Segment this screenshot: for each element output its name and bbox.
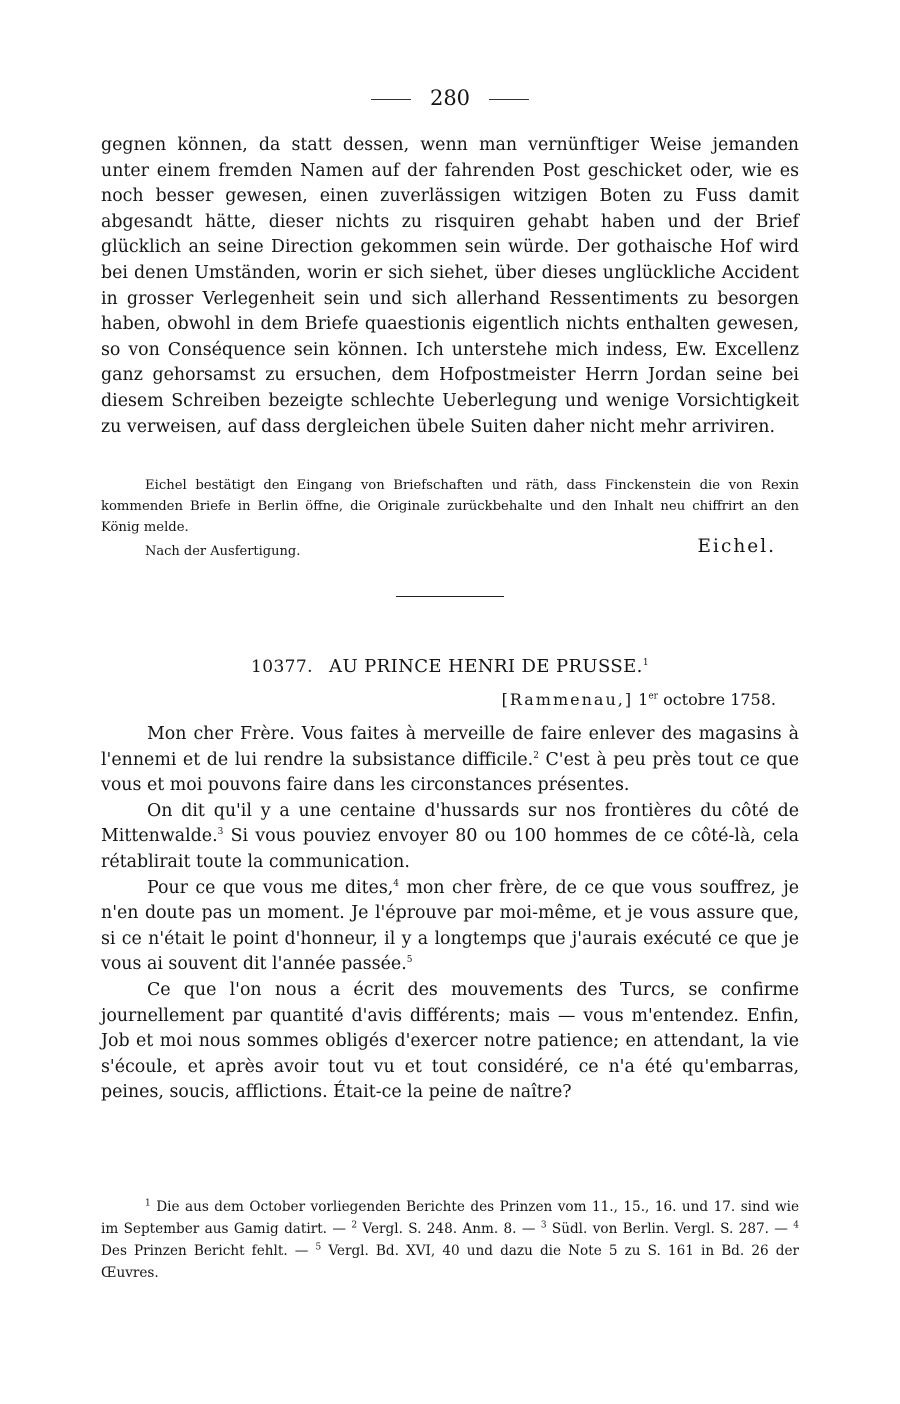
footnote-5: Vergl. Bd. XVI, 40 und dazu die Note 5 zu S. 161 in Bd. 26 der Œuvres. bbox=[101, 1243, 799, 1281]
letter-paragraph-3-text-b: mon cher frère, de ce que vous souffrez, je n'en doute pas un moment. Je l'éprouve par moi-même, et je vous assure que, si ce n'était le point d'honneur, il y a longtemps que j'aurais exécuté ce que je vous ai souvent dit l'année passée. bbox=[101, 877, 799, 975]
footnotes bbox=[101, 1196, 799, 1284]
footnote-mark-5: 5 bbox=[315, 1242, 322, 1253]
letter-paragraph-2-text-b: Si vous pouviez envoyer 80 ou 100 hommes de ce côté-là, cela rétablirait toute la communication. bbox=[101, 826, 799, 872]
footnote-ref-2: 2 bbox=[533, 750, 539, 761]
dateline bbox=[502, 690, 776, 709]
letter-paragraph-2-text-a: On dit qu'il y a une centaine d'hussards sur nos frontières du côté de Mittenwalde. bbox=[101, 800, 799, 847]
continuation-paragraph: gegnen können, da statt dessen, wenn man vernünftiger Weise jemanden unter einem fremden Namen auf der fahrenden Post geschicket oder, wie es noch besser gewesen, einen zuverlässigen witzigen Boten zu Fuss damit abgesandt hätte, dieser nichts zu risquiren gehabt haben und der Brief glücklich an seine Direction gekommen sein würde. Der gothaische Hof wird bei denen Umständen, worin er sich siehet, über dieses unglückliche Accident in grosser Verlegenheit sein und sich allerhand Ressentiments zu besorgen haben, obwohl in dem Briefe quaestionis eigentlich nichts enthalten gewesen, so von Conséquence sein können. Ich unterstehe mich indess, Ew. Excellenz ganz gehorsamst zu ersuchen, dem Hofpostmeister Herrn Jordan seine bei diesem Schreiben bezeigte schlechte Ueberlegung und wenige Vorsichtigkeit zu verweisen, auf dass dergleichen übele Suiten daher nicht mehr arriviren. bbox=[101, 135, 799, 437]
dateline-day-suffix: er bbox=[648, 691, 658, 702]
letter-paragraph-3 bbox=[101, 876, 799, 978]
section-divider bbox=[396, 596, 504, 597]
continuation-body bbox=[101, 133, 799, 440]
letter-paragraph-1-text-a: Mon cher Frère. Vous faites à merveille de faire enlever des magasins à l'ennemi et de lui rendre la subsistance difficile. bbox=[101, 724, 799, 770]
footnote-ref-4: 4 bbox=[393, 878, 400, 889]
header-rule-left bbox=[371, 99, 411, 100]
footnote-ref-5: 5 bbox=[406, 955, 413, 966]
dateline-rest: octobre 1758. bbox=[658, 690, 776, 709]
letter-body bbox=[101, 722, 799, 1106]
footnote-mark-2: 2 bbox=[351, 1220, 358, 1231]
footnote-1: Die aus dem October vorliegenden Berichte des Prinzen vom 11., 15., 16. und 17. sind wie im September aus Gamig datirt. — bbox=[101, 1199, 799, 1237]
footnote-mark-1: 1 bbox=[145, 1198, 151, 1209]
letter-heading bbox=[0, 656, 900, 677]
footnote-ref-3: 3 bbox=[217, 827, 224, 838]
letter-number: 10377. bbox=[251, 657, 313, 677]
dateline-place: [Rammenau,] bbox=[501, 690, 634, 709]
footnote-3: Südl. von Berlin. Vergl. S. 287. — bbox=[546, 1221, 794, 1237]
letter-paragraph-3-text-a: Pour ce que vous me dites, bbox=[147, 877, 394, 898]
dateline-day: 1 bbox=[638, 690, 649, 709]
source-note: Nach der Ausfertigung. bbox=[145, 544, 301, 559]
page-number: 280 bbox=[429, 86, 471, 110]
footnote-4: Des Prinzen Bericht fehlt. — bbox=[101, 1243, 316, 1259]
footnote-ref-1: 1 bbox=[642, 658, 649, 668]
letter-paragraph-2 bbox=[101, 799, 799, 876]
letter-paragraph-1-text-b: C'est à peu près tout ce que vous et moi pouvons faire dans les circonstances présentes. bbox=[101, 749, 799, 796]
footnote-2: Vergl. S. 248. Anm. 8. — bbox=[357, 1221, 541, 1237]
letter-paragraph-1 bbox=[101, 722, 799, 799]
letter-paragraph-4: Ce que l'on nous a écrit des mouvements des Turcs, se confirme journellement par quantité d'avis différents; mais — vous m'entendez. Enfin, Job et moi nous sommes obligés d'exercer notre patience; en attendant, la vie s'écoule, et après avoir tout vu et tout considéré, ce n'a été qu'embarras, peines, soucis, afflictions. Était-ce la peine de naître? bbox=[101, 979, 799, 1103]
page-header bbox=[0, 86, 900, 110]
footnote-mark-3: 3 bbox=[540, 1220, 547, 1231]
footnote-mark-4: 4 bbox=[793, 1220, 799, 1231]
header-rule-right bbox=[489, 99, 529, 100]
summary-note: Eichel bestätigt den Eingang von Briefschaften und räth, dass Finckenstein die von Rexin kommenden Briefe in Berlin öffne, die Originale zurückbehalte und den Inhalt neu chiffrirt an den König melde. bbox=[101, 478, 799, 535]
signature: Eichel. bbox=[697, 536, 776, 557]
letter-title: AU PRINCE HENRI DE PRUSSE. bbox=[329, 656, 643, 677]
